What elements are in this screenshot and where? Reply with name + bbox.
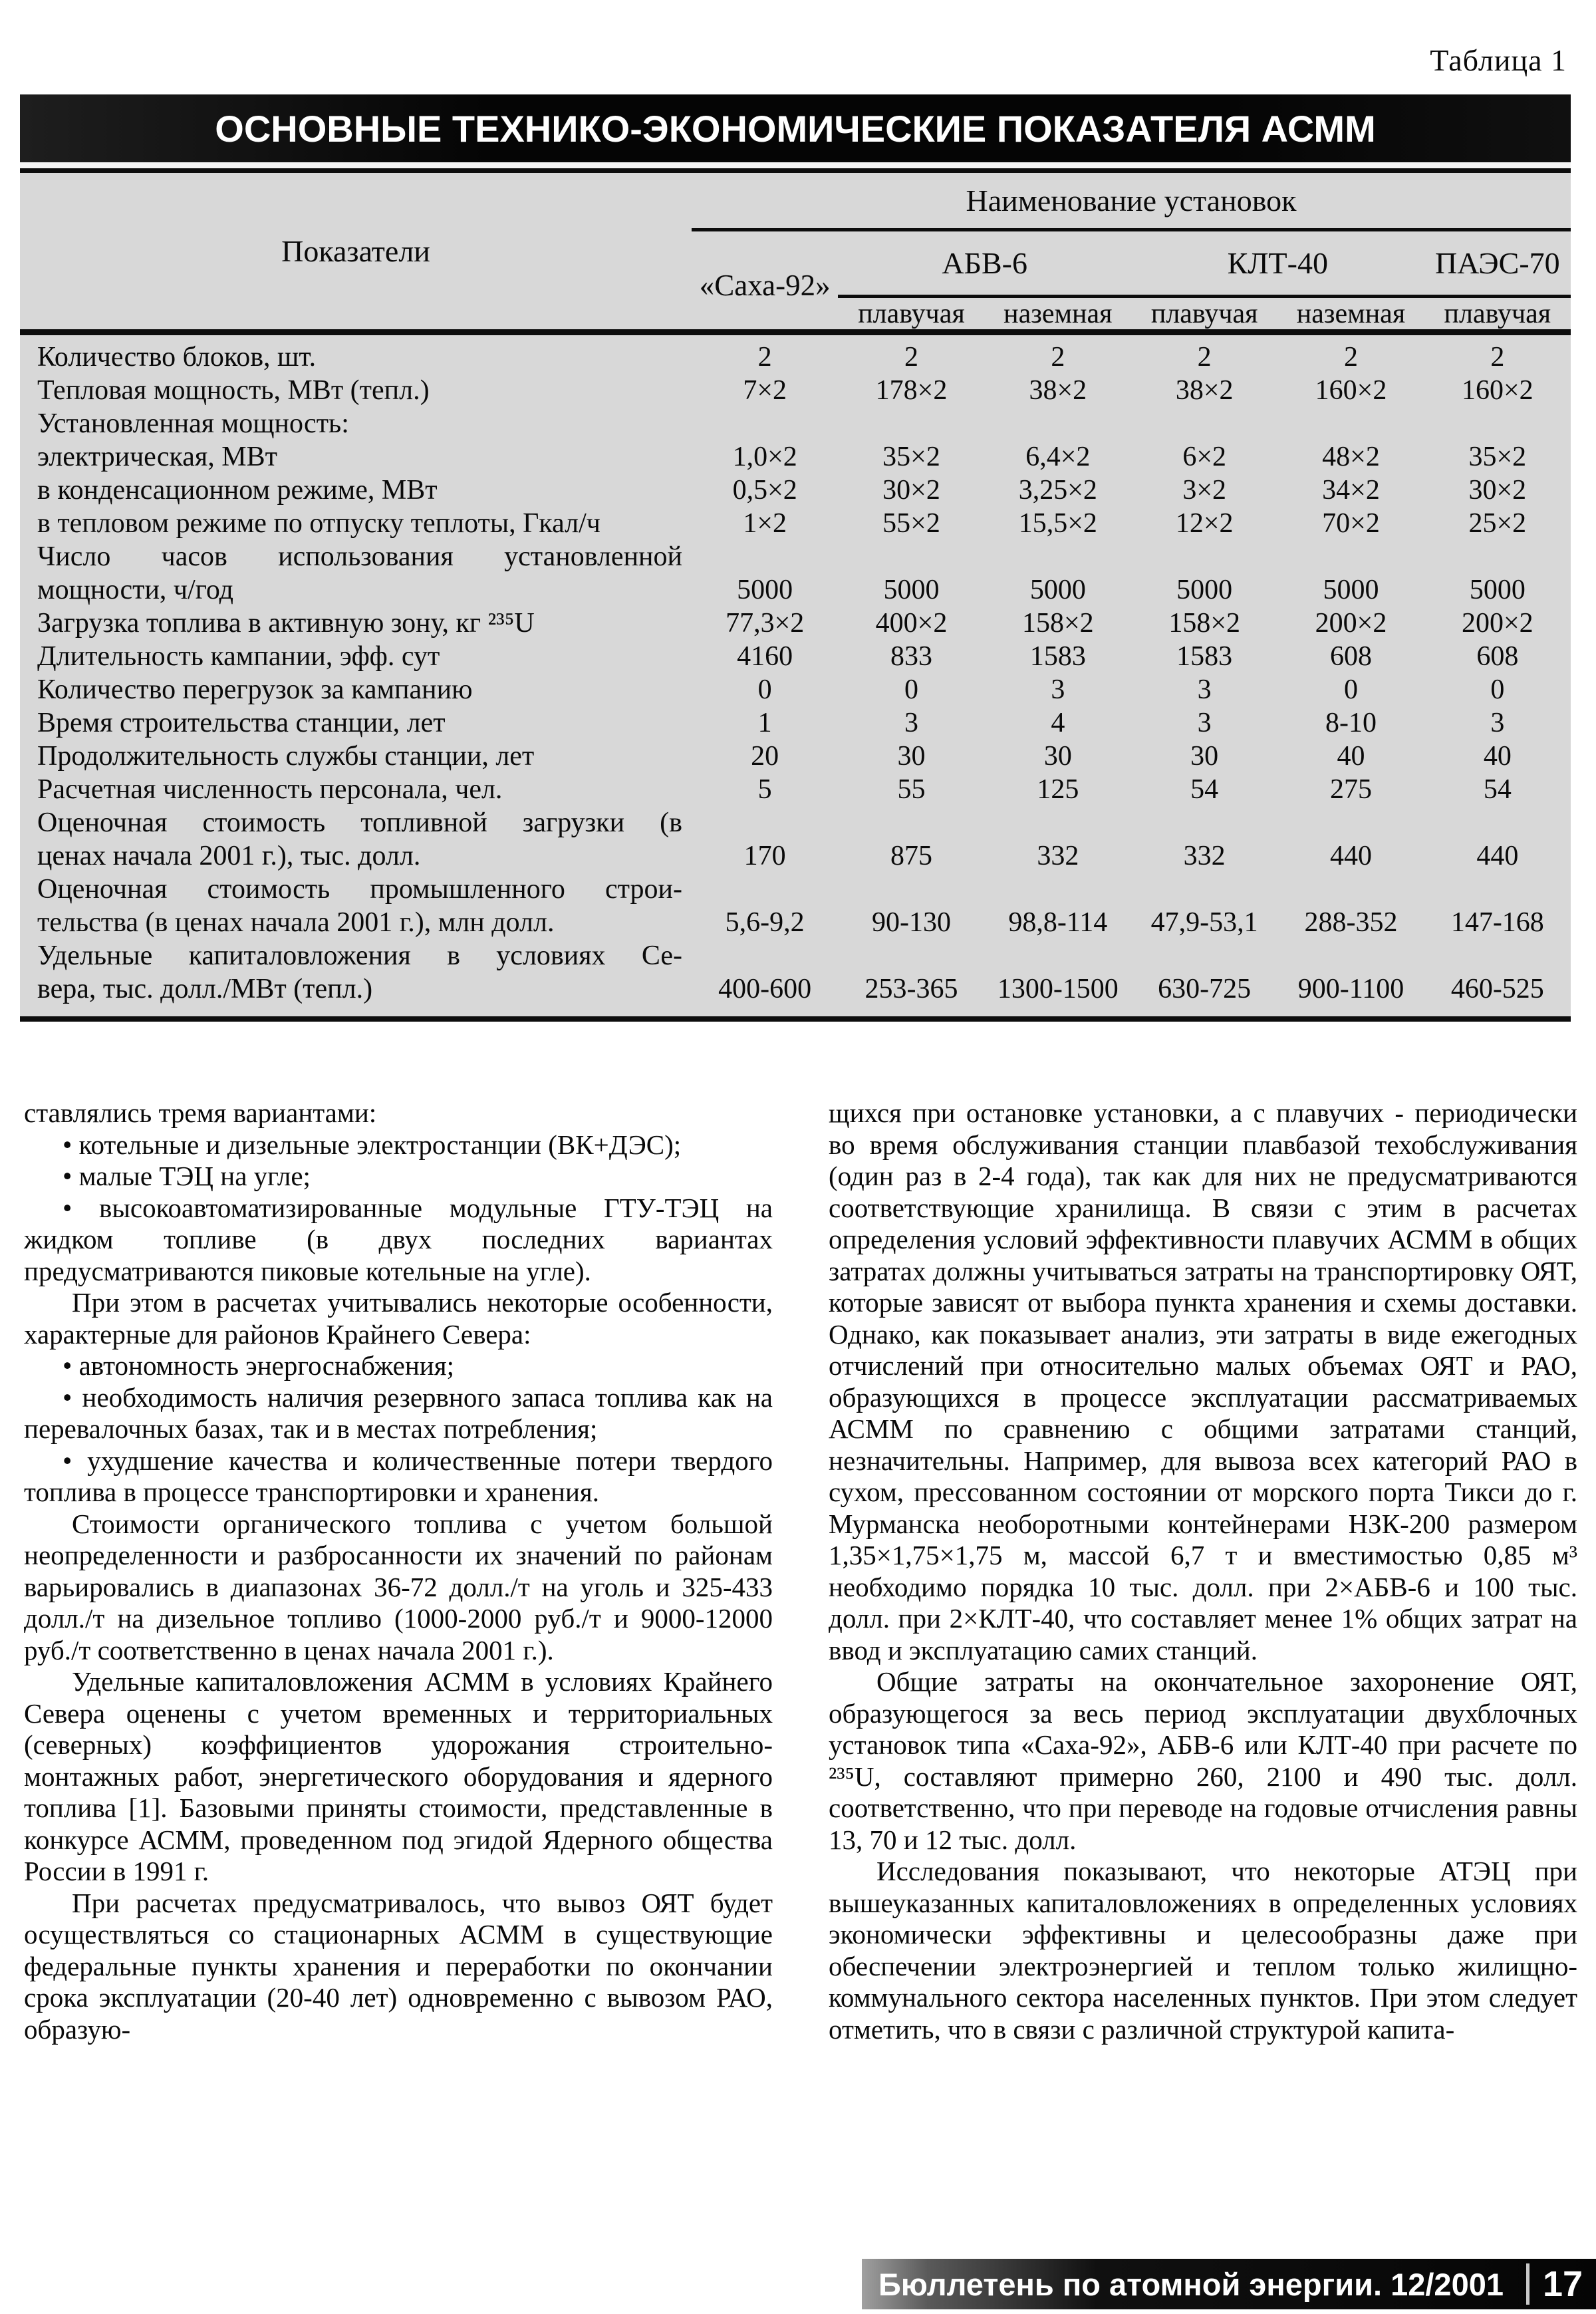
- table-row: [20, 640, 1571, 673]
- paragraph: • автономность энергоснабжения;: [63, 1350, 454, 1381]
- cell-value: 38×2: [1029, 375, 1087, 406]
- paragraph: ставлялись тремя вариантами:: [24, 1097, 377, 1128]
- cell-value: 2: [757, 342, 772, 372]
- cell-value: 1: [757, 708, 772, 738]
- row-label: в конденсационном режиме, МВт: [37, 475, 438, 506]
- article-left-column: [24, 1097, 773, 2045]
- cell-value: 147-168: [1450, 907, 1544, 938]
- row-label: в тепловом режиме по отпуску теплоты, Гкал/ч: [37, 508, 600, 539]
- cell-value: 332: [1037, 841, 1079, 871]
- row-label: Количество блоков, шт.: [37, 342, 317, 372]
- col-subheader: наземная: [1003, 299, 1113, 329]
- cell-value: 630-725: [1158, 974, 1252, 1004]
- table-title: ОСНОВНЫЕ ТЕХНИКО-ЭКОНОМИЧЕСКИЕ ПОКАЗАТЕЛЯ АСММ: [215, 107, 1376, 150]
- cell-value: 125: [1037, 774, 1079, 805]
- cell-value: 875: [890, 841, 932, 871]
- cell-value: 160×2: [1461, 375, 1533, 406]
- cell-value: 2: [1343, 342, 1358, 372]
- cell-value: 47,9-53,1: [1150, 907, 1258, 938]
- cell-value: 6×2: [1182, 442, 1226, 472]
- cell-value: 0: [1490, 674, 1505, 705]
- cell-value: 2: [1490, 342, 1505, 372]
- journal-title: Бюллетень по атомной энергии. 12/2001: [878, 2266, 1504, 2302]
- cell-value: 3: [904, 708, 918, 738]
- row-label: Тепловая мощность, МВт (тепл.): [37, 375, 430, 406]
- cell-value: 5000: [1029, 575, 1086, 605]
- table-row: [20, 474, 1571, 507]
- cell-value: 25×2: [1468, 508, 1527, 539]
- cell-value: 608: [1476, 641, 1519, 672]
- cell-value: 2: [904, 342, 918, 372]
- paragraph: • высокоавтоматизированные модульные ГТУ-ТЭЦ на жидком топливе (в двух последних вариантах предусматриваются пиковые котельные на угле).: [24, 1192, 773, 1286]
- article-right-column: [829, 1097, 1577, 2045]
- col-header-abv-6: АБВ-6: [838, 231, 1131, 298]
- paragraph: • котельные и дизельные электростанции (ВК+ДЭС);: [63, 1129, 682, 1160]
- cell-value: 38×2: [1175, 375, 1234, 406]
- cell-value: 332: [1183, 841, 1226, 871]
- cell-value: 275: [1329, 774, 1372, 805]
- cell-value: 35×2: [882, 442, 940, 472]
- cell-value: 30×2: [1468, 475, 1527, 506]
- cell-value: 170: [743, 841, 786, 871]
- table-row: [20, 540, 1571, 607]
- cell-value: 30: [1190, 741, 1219, 772]
- cell-value: 3: [1197, 674, 1212, 705]
- cell-value: 608: [1329, 641, 1372, 672]
- cell-value: 400×2: [875, 608, 948, 639]
- cell-value: 1,0×2: [732, 442, 797, 472]
- cell-value: 440: [1476, 841, 1519, 871]
- table-caption: Таблица 1: [1430, 43, 1567, 77]
- col-header-indicators: Показатели: [281, 234, 430, 268]
- cell-value: 178×2: [875, 375, 948, 406]
- cell-value: 5000: [883, 575, 940, 605]
- col-header-paes-70: ПАЭС-70: [1424, 231, 1571, 298]
- cell-value: 15,5×2: [1018, 508, 1097, 539]
- cell-value: 160×2: [1315, 375, 1387, 406]
- cell-value: 253-365: [864, 974, 958, 1004]
- cell-value: 400-600: [718, 974, 812, 1004]
- article-body: [24, 1097, 1577, 2045]
- page-number: 17: [1542, 2264, 1583, 2304]
- cell-value: 3,25×2: [1018, 475, 1097, 506]
- cell-value: 158×2: [1021, 608, 1094, 639]
- cell-value: 440: [1329, 841, 1372, 871]
- cell-value: 5000: [1469, 575, 1526, 605]
- cell-value: 40: [1337, 741, 1365, 772]
- table-row: [20, 607, 1571, 640]
- cell-value: 833: [890, 641, 932, 672]
- paragraph: Стоимости органического топлива с учетом большой неопределенности и разбросанности их значений по районам варьировались в диапазонах 36-72 долл./т на уголь и 325-433 долл./т на дизельное топливо (1000-2000 руб./т и 9000-12000 руб./т соответственно в ценах начала 2001 г.).: [24, 1508, 773, 1665]
- cell-value: 30: [1043, 741, 1072, 772]
- cell-value: 70×2: [1322, 508, 1380, 539]
- table-header: [20, 173, 1571, 335]
- col-subheader: плавучая: [1444, 299, 1551, 329]
- table-row: [20, 407, 1571, 440]
- cell-value: 200×2: [1315, 608, 1387, 639]
- table-row: [20, 440, 1571, 474]
- cell-value: 90-130: [871, 907, 951, 938]
- footer-bar: [862, 2259, 1596, 2309]
- cell-value: 200×2: [1461, 608, 1533, 639]
- paragraph: При этом в расчетах учитывались некоторые особенности, характерные для районов Крайнего Севера:: [24, 1287, 773, 1350]
- cell-value: 5,6-9,2: [725, 907, 805, 938]
- cell-value: 3×2: [1182, 475, 1226, 506]
- cell-value: 0,5×2: [732, 475, 797, 506]
- row-label: Удельные капиталовложения в условиях Се- вера, тыс. долл./МВт (тепл.): [37, 940, 682, 1004]
- table-row: [20, 374, 1571, 407]
- cell-value: 288-352: [1304, 907, 1398, 938]
- col-subheader-row: [838, 298, 1571, 329]
- col-header-klt-40: КЛТ-40: [1131, 231, 1424, 298]
- row-label: Оценочная стоимость промышленного строи- тельства (в ценах начала 2001 г.), млн долл.: [37, 874, 682, 938]
- col-subheader: плавучая: [1150, 299, 1258, 329]
- cell-value: 4160: [737, 641, 793, 672]
- cell-value: 40: [1483, 741, 1512, 772]
- cell-value: 30: [897, 741, 926, 772]
- cell-value: 4: [1051, 708, 1065, 738]
- paragraph: • малые ТЭЦ на угле;: [63, 1161, 311, 1191]
- cell-value: 0: [1343, 674, 1358, 705]
- cell-value: 5000: [737, 575, 793, 605]
- row-label: Количество перегрузок за кампанию: [37, 674, 473, 705]
- cell-value: 900-1100: [1297, 974, 1404, 1004]
- paragraph: При расчетах предусматривалось, что вывоз ОЯТ будет осуществляться со стационарных АСММ в существующие федеральные пункты хранения и переработки по окончании срока эксплуатации (20-40 лет) одновременно с вывозом РАО, образую-: [24, 1887, 773, 2045]
- table-row: [20, 740, 1571, 773]
- main-table: [20, 94, 1571, 1022]
- cell-value: 3: [1051, 674, 1065, 705]
- row-label: Длительность кампании, эфф. сут: [37, 641, 440, 672]
- cell-value: 1583: [1176, 641, 1233, 672]
- cell-value: 34×2: [1322, 475, 1380, 506]
- cell-value: 460-525: [1450, 974, 1544, 1004]
- cell-value: 1583: [1029, 641, 1086, 672]
- cell-value: 0: [757, 674, 772, 705]
- cell-value: 0: [904, 674, 918, 705]
- table-body: [20, 335, 1571, 1022]
- cell-value: 3: [1490, 708, 1505, 738]
- cell-value: 2: [1051, 342, 1065, 372]
- table-row: [20, 806, 1571, 873]
- cell-value: 48×2: [1322, 442, 1380, 472]
- row-label: Установленная мощность:: [37, 408, 349, 439]
- paragraph: щихся при остановке установки, а с плавучих - периодически во время обслуживания станции плавбазой техобслуживания (один раз в 2-4 года), так как для них не предусматриваются соответствующие хранилища. В связи с этим в расчетах определения условий эффективности плавучих АСММ в общих затратах должны учитываться затраты на транспортировку ОЯТ, которые зависят от выбора пункта хранения и схемы доставки. Однако, как показывает анализ, эти затраты в виде ежегодных отчислений при относительно малых объемах ОЯТ и РАО, образующихся в процессе эксплуатации рассматриваемых АСММ по сравнению с общими затратами станций, незначительны. Например, для вывоза всех категорий РАО в сухом, прессованном состоянии от морского порта Тикси до г. Мурманска необоротными контейнерами НЗК-200 размером 1,35×1,75×1,75 м, массой 6,7 т и вместимостью 0,85 м³ необходимо порядка 10 тыс. долл. при 2×АБВ-6 и 100 тыс. долл. при 2×КЛТ-40, что составляет менее 1% общих затрат на ввод и эксплуатацию самих станций.: [829, 1097, 1577, 1665]
- row-label: Расчетная численность персонала, чел.: [37, 774, 503, 805]
- cell-value: 5: [757, 774, 772, 805]
- row-label: Загрузка топлива в активную зону, кг ²³⁵U: [37, 608, 535, 639]
- cell-value: 5000: [1323, 575, 1379, 605]
- cell-value: 55×2: [882, 508, 940, 539]
- cell-value: 98,8-114: [1008, 907, 1108, 938]
- cell-value: 7×2: [743, 375, 787, 406]
- row-label: Число часов использования установленной мощности, ч/год: [37, 541, 682, 605]
- paragraph: Общие затраты на окончательное захоронение ОЯТ, образующегося за весь период эксплуатации двухблочных установок типа «Саха-92», АБВ-6 или КЛТ-40 при расчете по ²³⁵U, составляют примерно 260, 2100 и 490 тыс. долл. соответственно, что при переводе на годовые отчисления равны 13, 70 и 12 тыс. долл.: [829, 1666, 1577, 1855]
- table-row: [20, 706, 1571, 740]
- cell-value: 20: [751, 741, 779, 772]
- cell-value: 55: [897, 774, 926, 805]
- paragraph: • необходимость наличия резервного запаса топлива как на перевалочных базах, так и в местах потребления;: [24, 1381, 773, 1444]
- cell-value: 30×2: [882, 475, 940, 506]
- paragraph: • ухудшение качества и количественные потери твердого топлива в процессе транспортировки и хранения.: [24, 1445, 773, 1507]
- table-row: [20, 673, 1571, 706]
- cell-value: 2: [1197, 342, 1212, 372]
- cell-value: 54: [1483, 774, 1512, 805]
- paragraph: Исследования показывают, что некоторые АТЭЦ при вышеуказанных капиталовложениях в определенных условиях экономически эффективны и целесообразны даже при обеспечении электроэнергией и теплом только жилищно-коммунального сектора населенных пунктов. При этом следует отметить, что в связи с различной структурой капита-: [829, 1856, 1577, 2045]
- col-subheader: наземная: [1296, 299, 1406, 329]
- paragraph: Удельные капиталовложения АСММ в условиях Крайнего Севера оценены с учетом временных и территориальных (северных) коэффициентов удорожания строительно-монтажных работ, энергетического оборудования и ядерного топлива [1]. Базовыми приняты стоимости, представленные в конкурсе АСММ, проведенном под эгидой Ядерного общества России в 1991 г.: [24, 1666, 773, 1886]
- table-title-bar: [20, 94, 1571, 162]
- col-header-saha-92: «Саха-92»: [699, 268, 831, 302]
- row-label: Оценочная стоимость топливной загрузки (в ценах начала 2001 г.), тыс. долл.: [37, 807, 682, 871]
- cell-value: 1300-1500: [997, 974, 1119, 1004]
- table-row: [20, 341, 1571, 374]
- table-row: [20, 939, 1571, 1006]
- cell-value: 5000: [1176, 575, 1233, 605]
- cell-value: 6,4×2: [1025, 442, 1091, 472]
- title-bar-gap: [20, 162, 1571, 168]
- row-label: Время строительства станции, лет: [37, 708, 446, 738]
- cell-value: 8-10: [1325, 708, 1377, 738]
- table-row: [20, 773, 1571, 806]
- table-top-rule: [20, 168, 1571, 173]
- cell-value: 12×2: [1175, 508, 1234, 539]
- table-row: [20, 507, 1571, 540]
- cell-value: 54: [1190, 774, 1219, 805]
- col-header-group: Наименование установок: [692, 173, 1571, 231]
- row-label: Продолжительность службы станции, лет: [37, 741, 535, 772]
- cell-value: 3: [1197, 708, 1212, 738]
- row-label: электрическая, МВт: [37, 442, 277, 472]
- table-row: [20, 873, 1571, 939]
- cell-value: 158×2: [1168, 608, 1240, 639]
- cell-value: 77,3×2: [726, 608, 805, 639]
- cell-value: 35×2: [1468, 442, 1527, 472]
- cell-value: 1×2: [743, 508, 787, 539]
- col-subheader: плавучая: [858, 299, 965, 329]
